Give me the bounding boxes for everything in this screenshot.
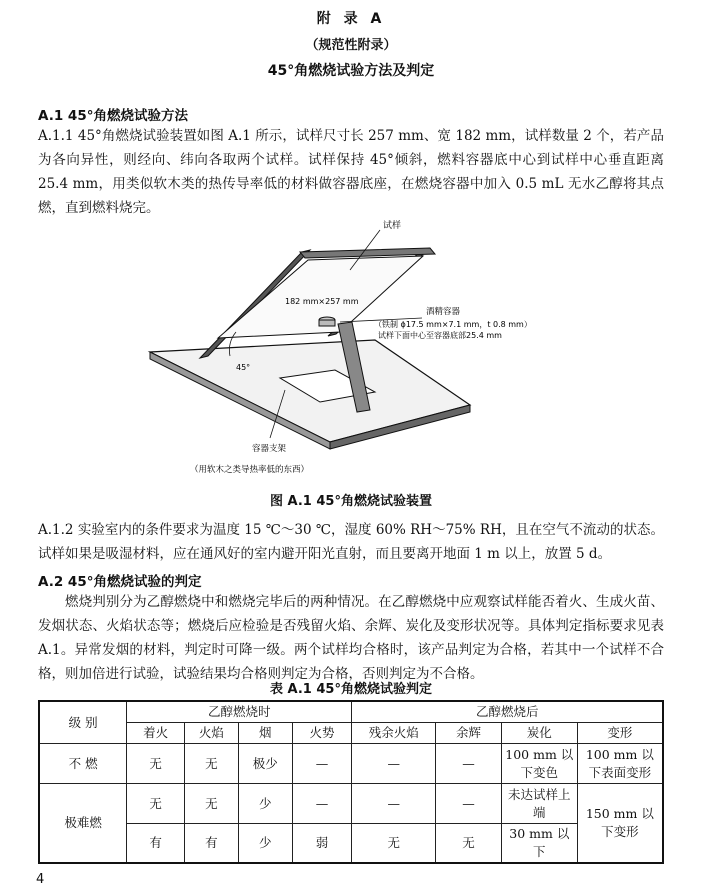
section-a2-title: A.2 45°角燃烧试验的判定	[38, 574, 202, 590]
judgement-table	[38, 700, 664, 864]
table-cell: 30 mm 以下	[501, 824, 577, 864]
table-cell: 100 mm 以下变色	[501, 744, 577, 784]
col-header: 火势	[292, 723, 352, 744]
table-caption: 表 A.1 45°角燃烧试验判定	[270, 682, 432, 697]
table-cell: 无	[352, 824, 436, 864]
label-container-spec: （铁制 ϕ17.5 mm×7.1 mm，t 0.8 mm）	[374, 320, 532, 329]
level-cell: 极难燃	[39, 784, 127, 864]
table-cell: 100 mm 以下表面变形	[577, 744, 663, 784]
table-cell: —	[352, 784, 436, 824]
col-header: 变形	[577, 723, 663, 744]
paragraph-a12: A.1.2 实验室内的条件要求为温度 15 ℃～30 ℃，湿度 60% RH～75% RH，且在空气不流动的状态。试样如果是吸湿材料，应在通风好的室内避开阳光直射，而且要离开地面 1 m 以上，放置 5 d。	[38, 522, 664, 562]
table-cell: —	[436, 784, 502, 824]
table-cell: 无	[184, 744, 238, 784]
appendix-heading: 附 录 A	[316, 11, 386, 27]
page-number: 4	[36, 872, 45, 887]
table-row	[39, 784, 663, 824]
table-cell: —	[352, 744, 436, 784]
label-angle: 45°	[236, 363, 251, 372]
table-cell: 无	[127, 784, 185, 824]
paragraph-a11: A.1.1 45°角燃烧试验装置如图 A.1 所示，试样尺寸长 257 mm、宽 182 mm，试样数量 2 个，若产品为各向异性，则经向、纬向各取两个试样。试样保持 45°倾斜，燃料容器底中心到试样中心垂直距离 25.4 mm，用类似软木类的热传导率低的材料做容器底座，在燃烧容器中加入 0.5 mL 无水乙醇将其点燃，直到燃料烧完。	[38, 128, 664, 216]
table-cell: —	[292, 744, 352, 784]
table-cell: 有	[184, 824, 238, 864]
label-container: 酒精容器	[426, 307, 461, 317]
col-header: 余辉	[436, 723, 502, 744]
col-header: 炭化	[501, 723, 577, 744]
level-cell: 不 燃	[39, 744, 127, 784]
table-cell: 无	[127, 744, 185, 784]
table-cell: —	[292, 784, 352, 824]
header-after: 乙醇燃烧后	[352, 701, 663, 723]
label-distance: 试样下面中心至容器底部25.4 mm	[378, 331, 502, 340]
label-stand-note: （用软木之类导热率低的东西）	[190, 465, 310, 475]
header-during: 乙醇燃烧时	[127, 701, 352, 723]
table-cell: 无	[184, 784, 238, 824]
table-cell: 有	[127, 824, 185, 864]
table-row	[39, 824, 663, 864]
table-row	[39, 744, 663, 784]
col-header: 烟	[238, 723, 292, 744]
paragraph-a2: 燃烧判别分为乙醇燃烧中和燃烧完毕后的两种情况。在乙醇燃烧中应观察试样能否着火、生成火苗、发烟状态、火焰状态等；燃烧后应检验是否残留火焰、余辉、炭化及变形状况等。具体判定指标要求见表 A.1。异常发烟的材料，判定时可降一级。两个试样均合格时，该产品判定为合格，若其中一个试样不合格，则加倍进行试验，试验结果均合格则判定为合格，否则判定为不合格。	[38, 594, 664, 682]
col-header: 火焰	[184, 723, 238, 744]
appendix-type: （规范性附录）	[305, 38, 397, 53]
appendix-title: 45°角燃烧试验方法及判定	[267, 63, 435, 79]
table-cell: 未达试样上端	[501, 784, 577, 824]
figure-caption: 图 A.1 45°角燃烧试验装置	[270, 494, 432, 509]
table-cell: 极少	[238, 744, 292, 784]
label-stand: 容器支架	[252, 444, 287, 454]
col-header: 残余火焰	[352, 723, 436, 744]
table-cell: 少	[238, 784, 292, 824]
col-header: 着火	[127, 723, 185, 744]
header-level: 级 别	[39, 701, 127, 744]
section-a1-title: A.1 45°角燃烧试验方法	[38, 108, 188, 124]
apparatus-figure	[140, 210, 570, 490]
label-sample: 试样	[383, 221, 402, 231]
table-header-row-2	[39, 723, 663, 744]
table-cell: 150 mm 以下变形	[577, 784, 663, 864]
table-cell: 无	[436, 824, 502, 864]
table-cell: 弱	[292, 824, 352, 864]
table-header-row-1	[39, 701, 663, 723]
table-cell: —	[436, 744, 502, 784]
table-cell: 少	[238, 824, 292, 864]
label-size: 182 mm×257 mm	[285, 297, 359, 306]
